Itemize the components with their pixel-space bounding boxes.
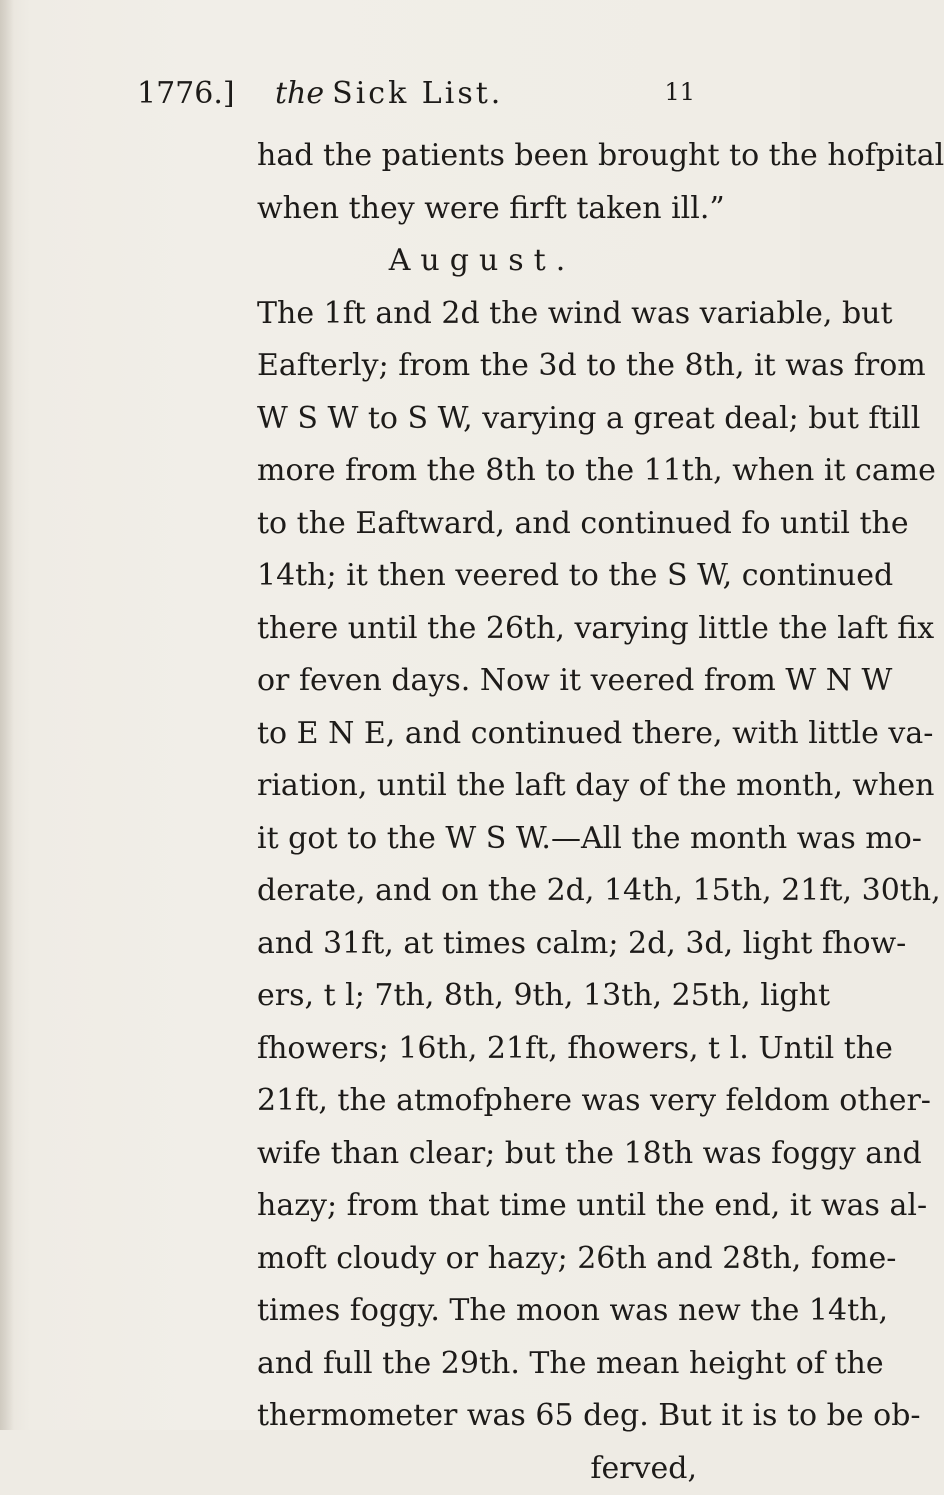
page-number: 11: [664, 78, 695, 106]
text-line: and full the 29th. The mean height of the: [257, 1338, 707, 1391]
text-line: fhowers; 16th, 21ft, fhowers, t l. Until the: [257, 1023, 707, 1076]
catchword: ferved,: [257, 1443, 707, 1495]
running-head-title-italic: the: [275, 76, 324, 111]
text-line: 14th; it then veered to the S W, continued: [257, 550, 707, 603]
text-line: thermometer was 65 deg. But it is to be ob-: [257, 1390, 707, 1443]
text-line: riation, until the laft day of the month, when: [257, 760, 707, 813]
text-line: there until the 26th, varying little the laft fix: [257, 603, 707, 656]
running-head-title-text: Sick List.: [332, 76, 503, 111]
text-line: ers, t l; 7th, 8th, 9th, 13th, 25th, light: [257, 970, 707, 1023]
section-heading: August.: [257, 235, 707, 288]
text-line: to E N E, and continued there, with little va-: [257, 708, 707, 761]
running-head-year: 1776.]: [137, 76, 235, 111]
text-line: 21ft, the atmofphere was very feldom other-: [257, 1075, 707, 1128]
text-line: times foggy. The moon was new the 14th,: [257, 1285, 707, 1338]
text-line: to the Eaftward, and continued fo until the: [257, 498, 707, 551]
text-line: moft cloudy or hazy; 26th and 28th, fome-: [257, 1233, 707, 1286]
text-line: wife than clear; but the 18th was foggy and: [257, 1128, 707, 1181]
text-line: it got to the W S W.—All the month was mo-: [257, 813, 707, 866]
text-line: derate, and on the 2d, 14th, 15th, 21ft, 30th,: [257, 865, 707, 918]
text-line: had the patients been brought to the hofpital: [257, 130, 707, 183]
text-line: and 31ft, at times calm; 2d, 3d, light fhow-: [257, 918, 707, 971]
text-line: The 1ft and 2d the wind was variable, but: [257, 288, 707, 341]
text-line: hazy; from that time until the end, it was al-: [257, 1180, 707, 1233]
text-line: Eafterly; from the 3d to the 8th, it was from: [257, 340, 707, 393]
running-head: [137, 76, 697, 116]
running-head-title: [275, 76, 503, 111]
text-line: when they were firft taken ill.”: [257, 183, 707, 236]
text-line: W S W to S W, varying a great deal; but ftill: [257, 393, 707, 446]
body-text: [257, 130, 707, 1495]
text-line: or feven days. Now it veered from W N W: [257, 655, 707, 708]
binding-shadow: [0, 0, 14, 1430]
text-line: more from the 8th to the 11th, when it came: [257, 445, 707, 498]
